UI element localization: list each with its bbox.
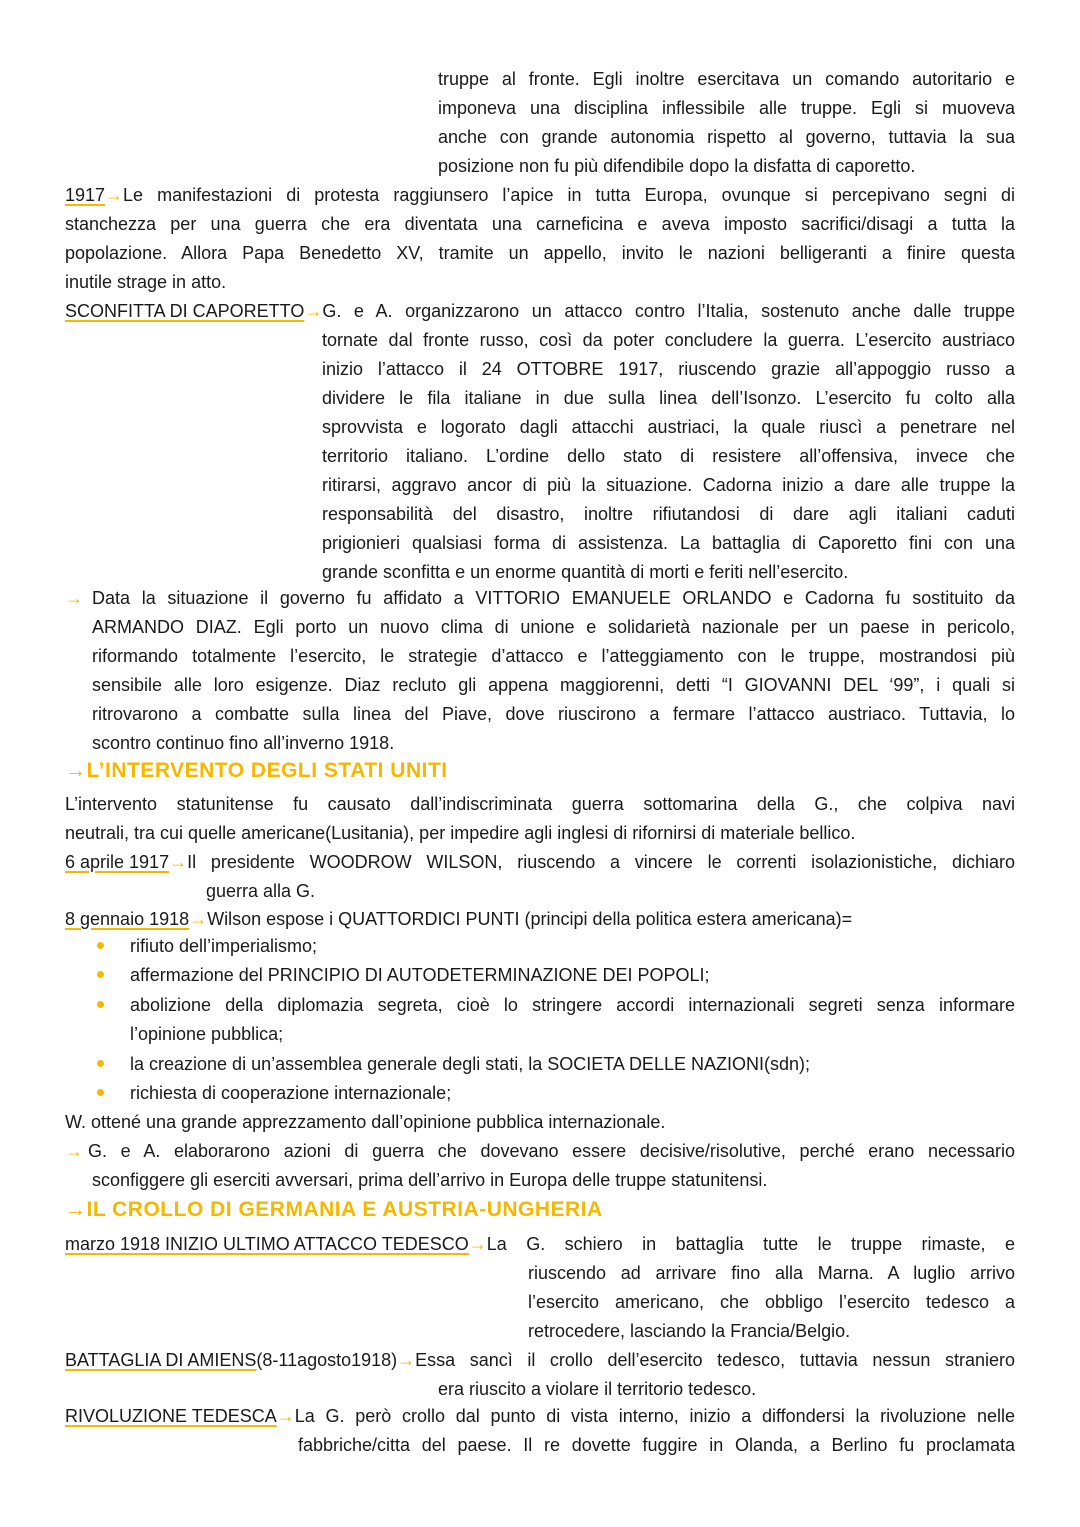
text-line: prigionieri qualsiasi forma di assistenza. La battaglia di Caporetto fini con una	[322, 533, 1015, 553]
event-marzo-1918	[65, 1233, 1015, 1255]
text-line: ARMANDO DIAZ. Egli porto un nuovo clima di unione e solidarietà nazionale per un paese in pericolo,	[92, 617, 1015, 637]
date-1917: 1917	[65, 185, 106, 205]
text-line: W. ottené una grande apprezzamento dall’opinione pubblica internazionale.	[65, 1112, 666, 1132]
text-line: stanchezza per una guerra che era diventata una carneficina e aveva imposto sacrifici/disagi a tutta la	[65, 214, 1015, 234]
caporetto-label: SCONFITTA DI CAPORETTO	[65, 301, 305, 321]
text-line: inutile strage in atto.	[65, 272, 227, 292]
cadorna-line: posizione non fu più difendibile dopo la disfatta di caporetto.	[438, 156, 916, 176]
text-line: inizio l’attacco il 24 OTTOBRE 1917, riuscendo grazie all’appoggio russo a	[322, 359, 1015, 379]
arrow-icon: →	[65, 588, 83, 608]
arrow-icon: →	[189, 909, 208, 929]
arrow-icon: →	[105, 185, 124, 205]
arrow-icon: →	[276, 1406, 295, 1426]
cadorna-line: truppe al fronte. Egli inoltre esercitava un comando autoritario e	[438, 69, 1015, 89]
text-line: l’esercito americano, che obbligo l’esercito tedesco a	[528, 1292, 1015, 1312]
caporetto-heading-line	[65, 300, 1015, 322]
list-item: l’opinione pubblica;	[130, 1024, 284, 1044]
list-item: rifiuto dell’imperialismo;	[130, 936, 318, 956]
bullet-icon	[97, 1001, 104, 1008]
arrow-icon: →	[65, 759, 87, 782]
amiens-dates: (8-11agosto1918)	[256, 1350, 398, 1370]
list-item: richiesta di cooperazione internazionale;	[130, 1083, 452, 1103]
text-line: riformando totalmente l’esercito, le strategie d’attacco e l’atteggiamento con le truppe, mostrandosi più	[92, 646, 1015, 666]
text-line: tornate dal fronte russo, così da poter concludere la guerra. L’esercito austriaco	[322, 330, 1015, 350]
text-line: territorio italiano. L’ordine dello stato di resistere all’offensiva, invece che	[322, 446, 1015, 466]
text-line: fabbriche/citta del paese. Il re dovette fuggire in Olanda, a Berlino fu proclamata	[298, 1435, 1015, 1455]
arrow-icon: →	[397, 1350, 416, 1370]
date-label: 6 aprile 1917	[65, 852, 170, 872]
bullet-icon	[97, 942, 104, 949]
amiens-label: BATTAGLIA DI AMIENS	[65, 1350, 257, 1370]
arrow-icon: →	[65, 1141, 83, 1161]
text-line: sprovvista e logorato dagli attacchi austriaci, la quale riuscì a penetrare nel	[322, 417, 1015, 437]
text-line: Data la situazione il governo fu affidato a VITTORIO EMANUELE ORLANDO e Cadorna fu sostituito da	[92, 588, 1015, 608]
text-line: retrocedere, lasciando la Francia/Belgio.	[528, 1321, 851, 1341]
section-heading-crollo: →IL CROLLO DI GERMANIA E AUSTRIA-UNGHERIA	[65, 1198, 603, 1221]
text-line: neutrali, tra cui quelle americane(Lusitania), per impedire agli inglesi di rifornirsi di materiale bellico.	[65, 823, 856, 843]
event-amiens	[65, 1349, 1015, 1371]
text-line: grande sconfitta e un enorme quantità di morti e feriti nell’esercito.	[322, 562, 849, 582]
text-line: scontro continuo fino all’inverno 1918.	[92, 733, 395, 753]
text-line: G. e A. elaborarono azioni di guerra che dovevano essere decisive/risolutive, perché erano necessario	[88, 1141, 1015, 1161]
paragraph-1917	[65, 184, 1015, 206]
list-item: la creazione di un’assemblea generale degli stati, la SOCIETA DELLE NAZIONI(sdn);	[130, 1054, 810, 1074]
date-label: 8 gennaio 1918	[65, 909, 190, 929]
text-line: guerra alla G.	[206, 881, 316, 901]
text-line: ritirarsi, aggravo ancor di più la situazione. Cadorna inizio a dare alle truppe la	[322, 475, 1015, 495]
text-line: riuscendo ad arrivare fino alla Marna. A luglio arrivo	[528, 1263, 1015, 1283]
text-line: Essa sancì il crollo dell’esercito tedesco, tuttavia nessun straniero	[415, 1350, 1015, 1370]
section-heading-usa: →L’INTERVENTO DEGLI STATI UNITI	[65, 759, 448, 782]
bullet-icon	[97, 1089, 104, 1096]
cadorna-line: anche con grande autonomia rispetto al governo, tuttavia la sua	[438, 127, 1015, 147]
text-line: sensibile alle loro esigenze. Diaz recluto gli appena maggiorenni, detti “I GIOVANNI DEL ‘99”, i quali si	[92, 675, 1015, 695]
bullet-icon	[97, 971, 104, 978]
cadorna-line: imponeva una disciplina inflessibile alle truppe. Egli si muoveva	[438, 98, 1015, 118]
arrow-icon: →	[65, 1198, 87, 1221]
text-line: G. e A. organizzarono un attacco contro l’Italia, sostenuto anche dalle truppe	[322, 301, 1015, 321]
event-rivoluzione	[65, 1405, 1015, 1427]
list-item: affermazione del PRINCIPIO DI AUTODETERMINAZIONE DEI POPOLI;	[130, 965, 710, 985]
text-line: popolazione. Allora Papa Benedetto XV, tramite un appello, invito le nazioni belligeranti a finire questa	[65, 243, 1015, 263]
text-line: La G. schiero in battaglia tutte le truppe rimaste, e	[486, 1234, 1015, 1254]
list-item: abolizione della diplomazia segreta, cioè lo stringere accordi internazionali segreti senza informare	[130, 995, 1015, 1015]
bullet-icon	[97, 1060, 104, 1067]
text-line: ritrovarono a combatte sulla linea del Piave, dove riuscirono a fermare l’attacco austriaco. Tuttavia, lo	[92, 704, 1015, 724]
rivoluzione-label: RIVOLUZIONE TEDESCA	[65, 1406, 277, 1426]
event-april-1917	[65, 851, 1015, 873]
arrow-icon: →	[304, 301, 323, 321]
text-line: dividere le fila italiane in due sulla linea dell’Isonzo. L’esercito fu colto alla	[322, 388, 1015, 408]
event-january-1918	[65, 908, 852, 930]
text-line: era riuscito a violare il territorio tedesco.	[438, 1379, 757, 1399]
text-line: Le manifestazioni di protesta raggiunsero l’apice in tutta Europa, ovunque si percepivano segni di	[123, 185, 1015, 205]
text-line: Il presidente WOODROW WILSON, riuscendo a vincere le correnti isolazionistiche, dichiaro	[187, 852, 1015, 872]
text-line: La G. però crollo dal punto di vista interno, inizio a diffondersi la rivoluzione nelle	[294, 1406, 1015, 1426]
text-line: responsabilità del disastro, inoltre rifiutandosi di dare agli italiani caduti	[322, 504, 1015, 524]
text-line: sconfiggere gli eserciti avversari, prima dell’arrivo in Europa delle truppe statunitensi.	[92, 1170, 768, 1190]
text-line: Wilson espose i QUATTORDICI PUNTI (principi della politica estera americana)=	[207, 909, 853, 929]
marzo-label: marzo 1918 INIZIO ULTIMO ATTACCO TEDESCO	[65, 1234, 469, 1254]
arrow-icon: →	[169, 852, 188, 872]
arrow-icon: →	[468, 1234, 487, 1254]
text-line: L’intervento statunitense fu causato dall’indiscriminata guerra sottomarina della G., che colpiva navi	[65, 794, 1015, 814]
